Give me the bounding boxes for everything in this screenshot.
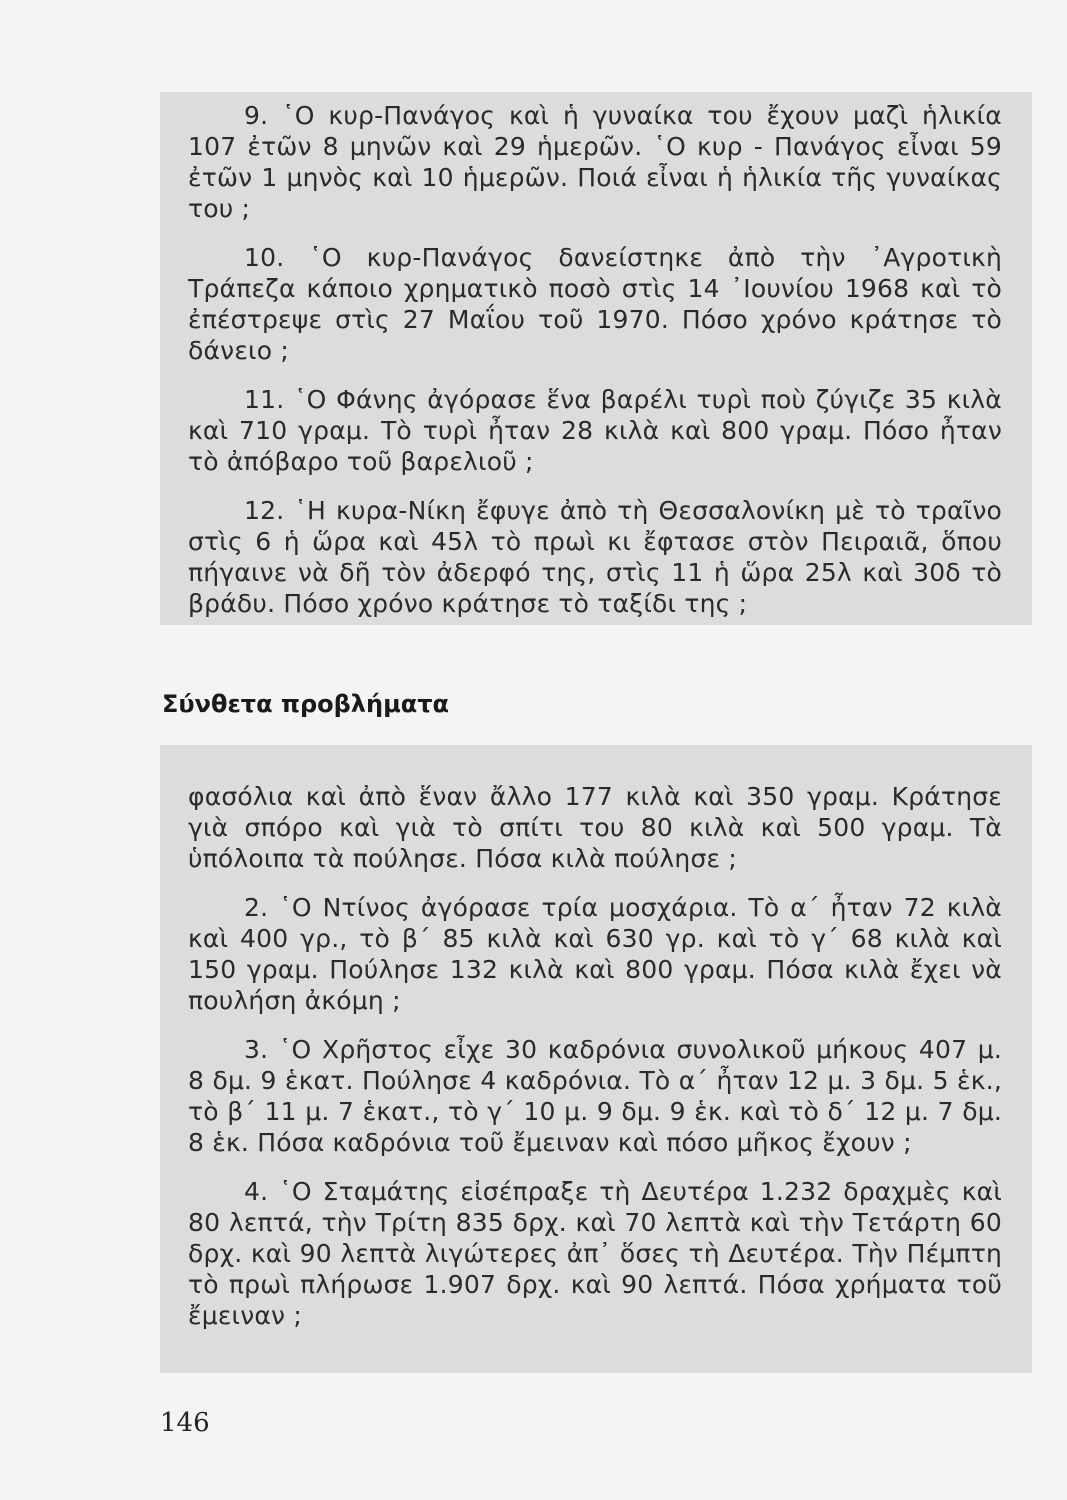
problem-number: 9. (244, 101, 269, 130)
problem-text: ῾Ο Ντίνος ἀγόρασε τρία μοσχάρια. Τὸ α΄ ἦταν 72 κιλὰ καὶ 400 γρ., τὸ β΄ 85 κιλὰ καὶ 630 γρ. καὶ τὸ γ΄ 68 κιλὰ καὶ 150 γραμ. Πούλησε 132 κιλὰ καὶ 800 γραμ. Πόσα κιλὰ ἔχει νὰ πουλήση ἀκόμη ; (188, 893, 1002, 1015)
exercise-box-top (160, 92, 1032, 625)
problem-3 (188, 1034, 1002, 1158)
problem-number: 3. (244, 1035, 269, 1064)
problem-number: 4. (244, 1177, 269, 1206)
problem-text: ῾Ο Φάνης ἀγόρασε ἕνα βαρέλι τυρὶ ποὺ ζύγιζε 35 κιλὰ καὶ 710 γραμ. Τὸ τυρὶ ἦταν 28 κιλὰ καὶ 800 γραμ. Πόσο ἦταν τὸ ἀπόβαρο τοῦ βαρελιοῦ ; (188, 385, 1002, 476)
problem-number: 12. (244, 496, 285, 525)
problem-text: ῾Ο κυρ-Πανάγος καὶ ἡ γυναίκα του ἔχουν μαζὶ ἡλικία 107 ἐτῶν 8 μηνῶν καὶ 29 ἡμερῶν. ῾Ο κυρ - Πανάγος εἶναι 59 ἐτῶν 1 μηνὸς καὶ 10 ἡμερῶν. Ποιά εἶναι ἡ ἡλικία τῆς γυναίκας του ; (188, 101, 1002, 223)
problem-4 (188, 1176, 1002, 1331)
problem-number: 2. (244, 893, 269, 922)
problem-12 (188, 495, 1002, 619)
section-title: Σύνθετα προβλήματα (162, 690, 450, 718)
problem-text: ῾Ο Χρῆστος εἶχε 30 καδρόνια συνολικοῦ μήκους 407 μ. 8 δμ. 9 ἑκατ. Πούλησε 4 καδρόνια. Τὸ α΄ ἦταν 12 μ. 3 δμ. 5 ἑκ., τὸ β΄ 11 μ. 7 ἑκατ., τὸ γ΄ 10 μ. 9 δμ. 9 ἑκ. καὶ τὸ δ΄ 12 μ. 7 δμ. 8 ἑκ. Πόσα καδρόνια τοῦ ἔμειναν καὶ πόσο μῆκος ἔχουν ; (188, 1035, 1002, 1157)
problem-text: ῾Η κυρα-Νίκη ἔφυγε ἀπὸ τὴ Θεσσαλονίκη μὲ τὸ τραῖνο στὶς 6 ἡ ὥρα καὶ 45λ τὸ πρωὶ κι ἔφτασε στὸν Πειραιᾶ, ὅπου πήγαινε νὰ δῆ τὸν ἀδερφό της, στὶς 11 ἡ ὥρα 25λ καὶ 30δ τὸ βράδυ. Πόσο χρόνο κράτησε τὸ ταξίδι της ; (188, 496, 1002, 618)
problem-number: 10. (244, 243, 285, 272)
problem-11 (188, 384, 1002, 477)
exercise-box-bottom (160, 745, 1032, 1373)
problem-2 (188, 892, 1002, 1016)
problem-text: ῾Ο κυρ-Πανάγος δανείστηκε ἀπὸ τὴν ᾿Αγροτικὴ Τράπεζα κάποιο χρηματικὸ ποσὸ στὶς 14 ᾿Ιουνίου 1968 καὶ τὸ ἐπέστρεψε στὶς 27 Μαΐου τοῦ 1970. Πόσο χρόνο κράτησε τὸ δάνειο ; (188, 243, 1002, 365)
problem-9 (188, 100, 1002, 224)
page-number: 146 (160, 1408, 210, 1438)
problem-number: 11. (244, 385, 285, 414)
problem-text: ῾Ο Σταμάτης εἰσέπραξε τὴ Δευτέρα 1.232 δραχμὲς καὶ 80 λεπτά, τὴν Τρίτη 835 δρχ. καὶ 70 λεπτὰ καὶ τὴν Τετάρτη 60 δρχ. καὶ 90 λεπτὰ λιγώτερες ἀπ᾿ ὅσες τὴ Δευτέρα. Τὴν Πέμπτη τὸ πρωὶ πλήρωσε 1.907 δρχ. καὶ 90 λεπτά. Πόσα χρήματα τοῦ ἔμειναν ; (188, 1177, 1002, 1330)
problem-10 (188, 242, 1002, 366)
problem-1-continuation: φασόλια καὶ ἀπὸ ἕναν ἄλλο 177 κιλὰ καὶ 350 γραμ. Κράτησε γιὰ σπόρο καὶ γιὰ τὸ σπίτι του 80 κιλὰ καὶ 500 γραμ. Τὰ ὑπόλοιπα τὰ πούλησε. Πόσα κιλὰ πούλησε ; (188, 782, 1002, 873)
